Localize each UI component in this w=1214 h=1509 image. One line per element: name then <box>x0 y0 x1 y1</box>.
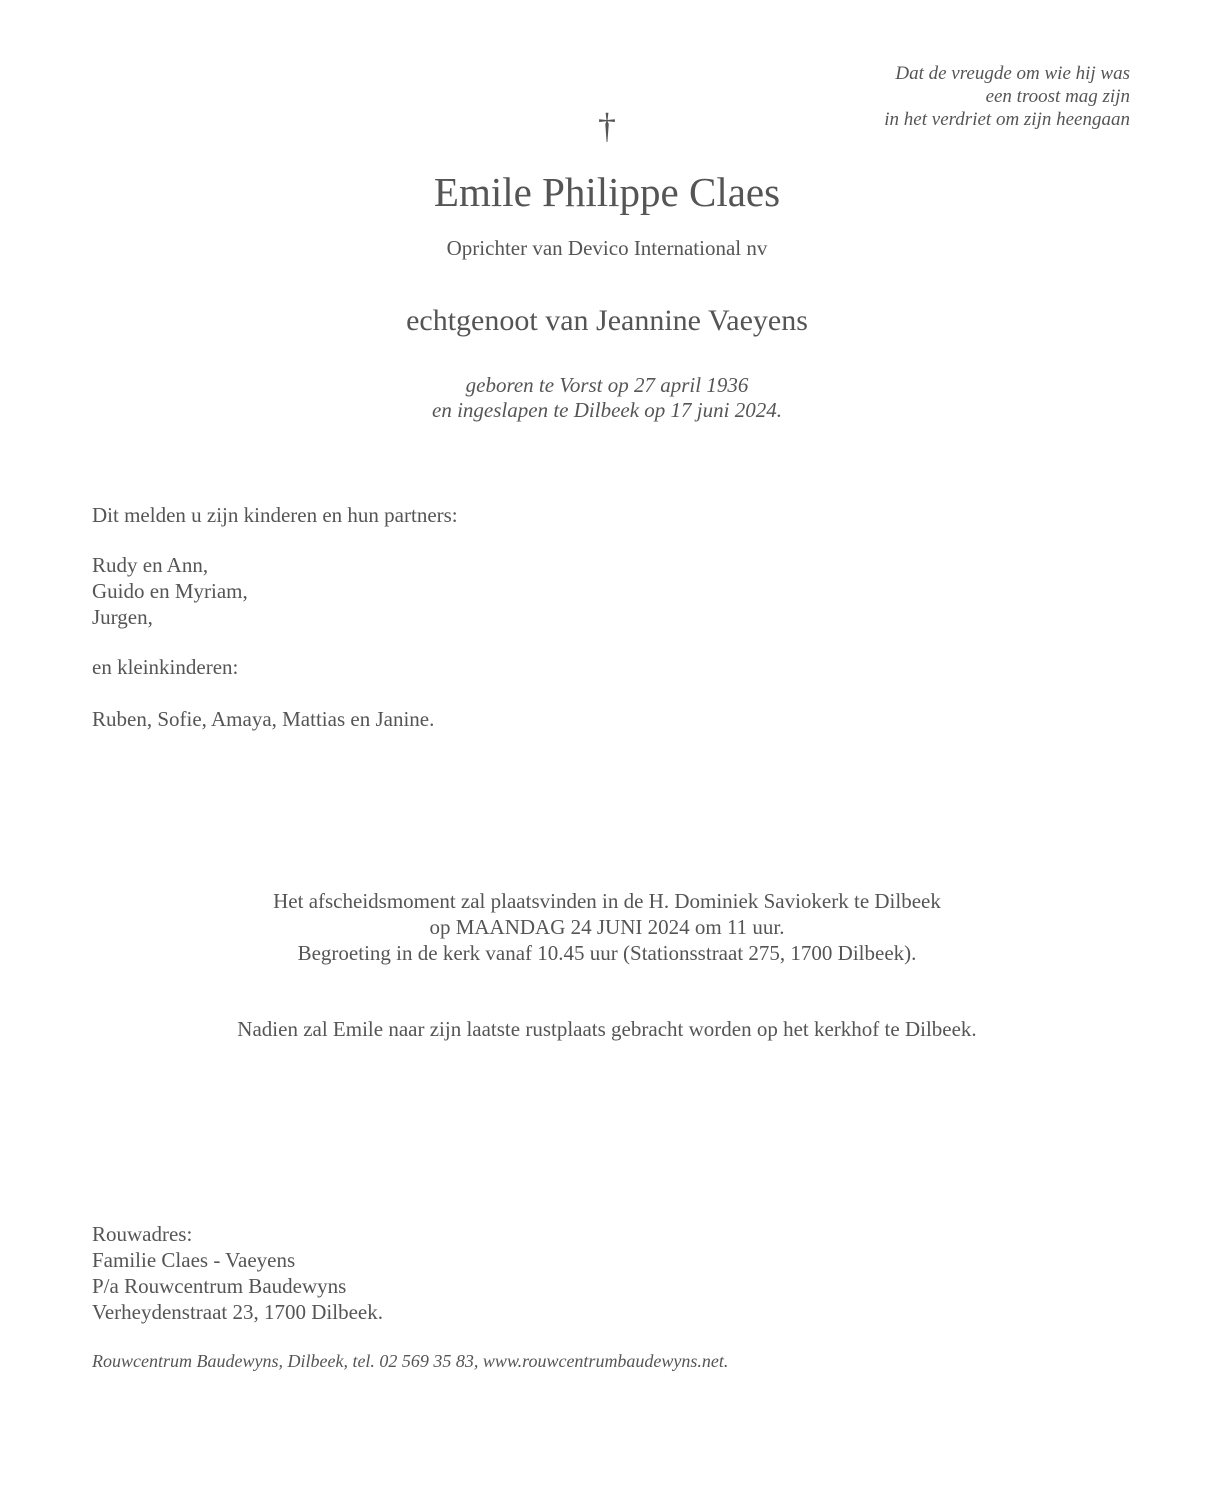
death-line: en ingeslapen te Dilbeek op 17 juni 2024. <box>432 398 782 422</box>
child-entry: Guido en Myriam, <box>92 579 248 603</box>
grandchildren-intro: en kleinkinderen: <box>92 655 239 679</box>
address-line: Verheydenstraat 23, 1700 Dilbeek. <box>92 1300 383 1324</box>
child-entry: Jurgen, <box>92 605 153 629</box>
motto-line: in het verdriet om zijn heengaan <box>884 109 1130 130</box>
ceremony-line: op MAANDAG 24 JUNI 2024 om 11 uur. <box>429 915 785 939</box>
address-line: Familie Claes - Vaeyens <box>92 1248 296 1272</box>
deceased-role: Oprichter van Devico International nv <box>446 236 768 260</box>
ceremony-line: Het afscheidsmoment zal plaatsvinden in de H. Dominiek Saviokerk te Dilbeek <box>273 889 941 913</box>
deceased-name: Emile Philippe Claes <box>433 169 781 215</box>
ceremony-line: Begroeting in de kerk vanaf 10.45 uur (Stationsstraat 275, 1700 Dilbeek). <box>297 941 917 965</box>
motto-line: Dat de vreugde om wie hij was <box>895 63 1130 84</box>
address-line: Rouwadres: <box>92 1222 193 1246</box>
mourning-address <box>92 1221 383 1325</box>
child-entry: Rudy en Ann, <box>92 553 209 577</box>
birth-line: geboren te Vorst op 27 april 1936 <box>465 373 749 397</box>
grandchildren-list: Ruben, Sofie, Amaya, Mattias en Janine. <box>92 707 435 731</box>
address-line: P/a Rouwcentrum Baudewyns <box>92 1274 347 1298</box>
life-dates <box>0 373 1214 423</box>
funeral-home-footer: Rouwcentrum Baudewyns, Dilbeek, tel. 02 569 35 83, www.rouwcentrumbaudewyns.net. <box>92 1351 729 1371</box>
children-list <box>92 552 248 630</box>
cross-icon: † <box>598 106 616 146</box>
ceremony-info <box>0 888 1214 966</box>
family-intro: Dit melden u zijn kinderen en hun partners: <box>92 503 458 527</box>
spouse-line: echtgenoot van Jeannine Vaeyens <box>406 304 808 337</box>
motto-line: een troost mag zijn <box>985 86 1130 107</box>
burial-info: Nadien zal Emile naar zijn laatste rustplaats gebracht worden op het kerkhof te Dilbeek. <box>237 1017 977 1041</box>
